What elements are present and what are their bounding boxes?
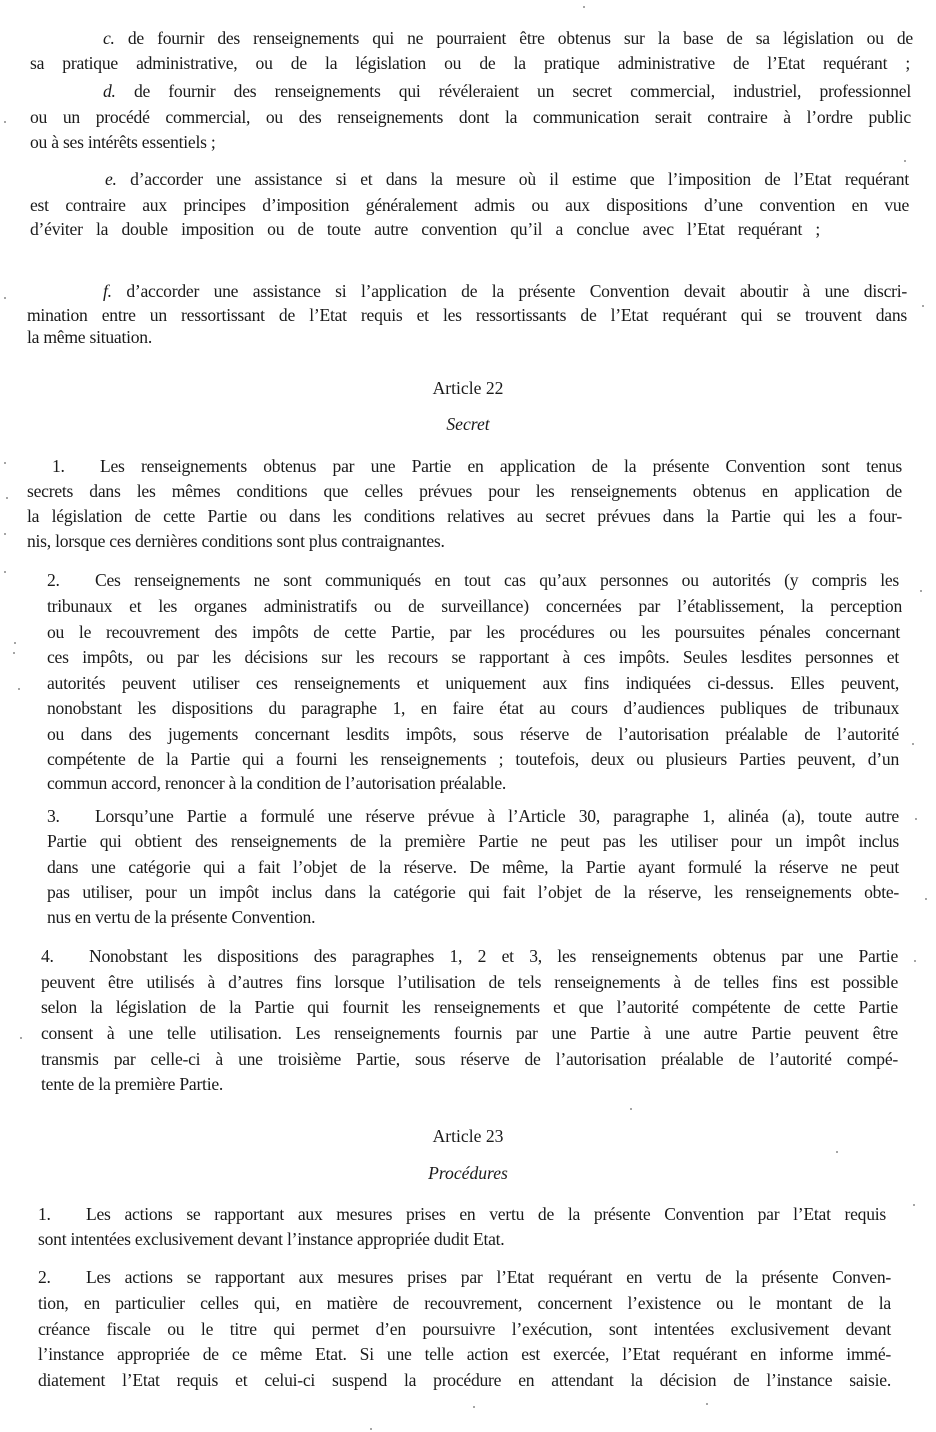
art22-p1-line-1: 1. Les renseignements obtenus par une Partie en application de la présente Convention sont tenus [52,456,902,476]
art22-p2-line-4: ces impôts, ou par les décisions sur les recours se rapportant à ces impôts. Seules lesdites personnes et [47,647,899,667]
art22-p3-line-4: pas utiliser, pour un impôt inclus dans la catégorie qui fait l’objet de la réserve, les renseignements obte- [47,882,899,902]
art22-p4-line-5: transmis par celle-ci à une troisième Partie, sous réserve de l’autorisation préalable de l’autorité compé- [41,1049,898,1069]
item-d-line-2: ou un procédé commercial, ou des renseignements dont la communication serait contraire à l’ordre public [30,107,911,127]
art22-p3-line-2: Partie qui obtient des renseignements de la première Partie ne peut pas les utiliser pour un impôt inclus [47,831,899,851]
art22-p4-line-6: tente de la première Partie. [41,1074,224,1094]
article-22-heading: Article 22 [432,378,504,398]
art23-p2-line-1: 2. Les actions se rapportant aux mesures prises par l’Etat requérant en vertu de la présente Conven- [38,1267,891,1287]
art22-p3-line-5: nus en vertu de la présente Convention. [47,907,316,927]
article-23-heading: Article 23 [432,1126,504,1146]
art22-p3-line-1: 3. Lorsqu’une Partie a formulé une réserve prévue à l’Article 30, paragraphe 1, alinéa (a), toute autre [47,806,899,826]
art23-p2-number: 2. [38,1267,51,1287]
art23-p2-line-2: tion, en particulier celles qui, en matière de recouvrement, concernent l’existence ou le montant de la [38,1293,891,1313]
item-d-label: d. [103,81,116,101]
art22-p1-number: 1. [52,456,65,476]
art22-p3-number: 3. [47,806,60,826]
item-e-line-1: e. d’accorder une assistance si et dans la mesure où il estime que l’imposition de l’Etat requérant [105,169,909,189]
art22-p1-line-2: secrets dans les mêmes conditions que celles prévues pour les renseignements obtenus en application de [27,481,902,501]
art22-p2-line-7: ou dans des jugements concernant lesdits impôts, sous réserve de l’autorisation préalable de l’autorité [47,724,899,744]
art22-p2-line-5: autorités peuvent utiliser ces renseignements et uniquement aux fins indiquées ci-dessus. Elles peuvent, [47,673,899,693]
art22-p4-line-1: 4. Nonobstant les dispositions des paragraphes 1, 2 et 3, les renseignements obtenus par une Partie [41,946,898,966]
item-d-line-3: ou à ses intérêts essentiels ; [30,132,216,152]
art22-p4-line-4: consent à une telle utilisation. Les renseignements fournis par une Partie à une autre Partie peuvent être [41,1023,898,1043]
item-c-label: c. [103,28,115,48]
art23-p1-number: 1. [38,1204,51,1224]
article-23-subtitle: Procédures [428,1163,508,1183]
item-f-line-2: mination entre un ressortissant de l’Etat requis et les ressortissants de l’Etat requérant qui se trouvent dans [27,305,907,325]
item-e-line-2: est contraire aux principes d’imposition généralement admis ou aux dispositions d’une convention en vue [30,195,909,215]
art22-p2-number: 2. [47,570,60,590]
item-f-line-3: la même situation. [27,327,152,347]
art22-p4-line-2: peuvent être utilisés à d’autres fins lorsque l’utilisation de tels renseignements à de telles fins est possible [41,972,898,992]
art23-p1-line-1: 1. Les actions se rapportant aux mesures prises en vertu de la présente Convention par l’Etat requis [38,1204,886,1224]
item-e-line-3: d’éviter la double imposition ou de toute autre convention qu’il a conclue avec l’Etat requérant ; [30,219,820,239]
art22-p2-line-8: compétente de la Partie qui a fourni les renseignements ; toutefois, deux ou plusieurs Parties peuvent, d’un [47,749,899,769]
art22-p2-line-6: nonobstant les dispositions du paragraphe 1, en faire état au cours d’audiences publiques de tribunaux [47,698,899,718]
art22-p2-line-1: 2. Ces renseignements ne sont communiqués en tout cas qu’aux personnes ou autorités (y compris les [47,570,899,590]
item-c-line-2: sa pratique administrative, ou de la législation ou de la pratique administrative de l’Etat requérant ; [30,53,910,73]
art22-p2-line-3: ou le recouvrement des impôts de cette Partie, par les procédures ou les poursuites pénales concernant [47,622,900,642]
art22-p2-line-9: commun accord, renoncer à la condition de l’autorisation préalable. [47,773,507,793]
art23-p2-line-5: diatement l’Etat requis et celui-ci suspend la procédure en attendant la décision de l’instance saisie. [38,1370,891,1390]
item-c-line-1: c. de fournir des renseignements qui ne pourraient être obtenus sur la base de sa législation ou de [103,28,913,48]
item-e-label: e. [105,169,117,189]
art22-p2-line-2: tribunaux et les organes administratifs ou de surveillance) concernées par l’établissement, la perception [47,596,902,616]
art23-p1-line-2: sont intentées exclusivement devant l’instance appropriée dudit Etat. [38,1229,505,1249]
item-f-line-1: f. d’accorder une assistance si l’application de la présente Convention devait aboutir à une discri- [103,281,907,301]
art22-p4-line-3: selon la législation de la Partie qui fournit les renseignements et que l’autorité compétente de cette Partie [41,997,898,1017]
art22-p1-line-3: la législation de cette Partie ou dans les conditions relatives au secret prévues dans la Partie qui les a four- [27,506,902,526]
art23-p2-line-4: l’instance appropriée de ce même Etat. Si une telle action est exercée, l’Etat requérant en informe immé- [38,1344,891,1364]
article-22-subtitle: Secret [446,414,490,434]
art22-p4-number: 4. [41,946,54,966]
art22-p1-line-4: nis, lorsque ces dernières conditions sont plus contraignantes. [27,531,445,551]
item-f-label: f. [103,281,112,301]
item-d-line-1: d. de fournir des renseignements qui révéleraient un secret commercial, industriel, professionnel [103,81,911,101]
art22-p3-line-3: dans une catégorie qui a fait l’objet de la réserve. De même, la Partie ayant formulé la réserve ne peut [47,857,899,877]
art23-p2-line-3: créance fiscale ou le titre qui permet d’en poursuivre l’exécution, sont intentées exclusivement devant [38,1319,891,1339]
